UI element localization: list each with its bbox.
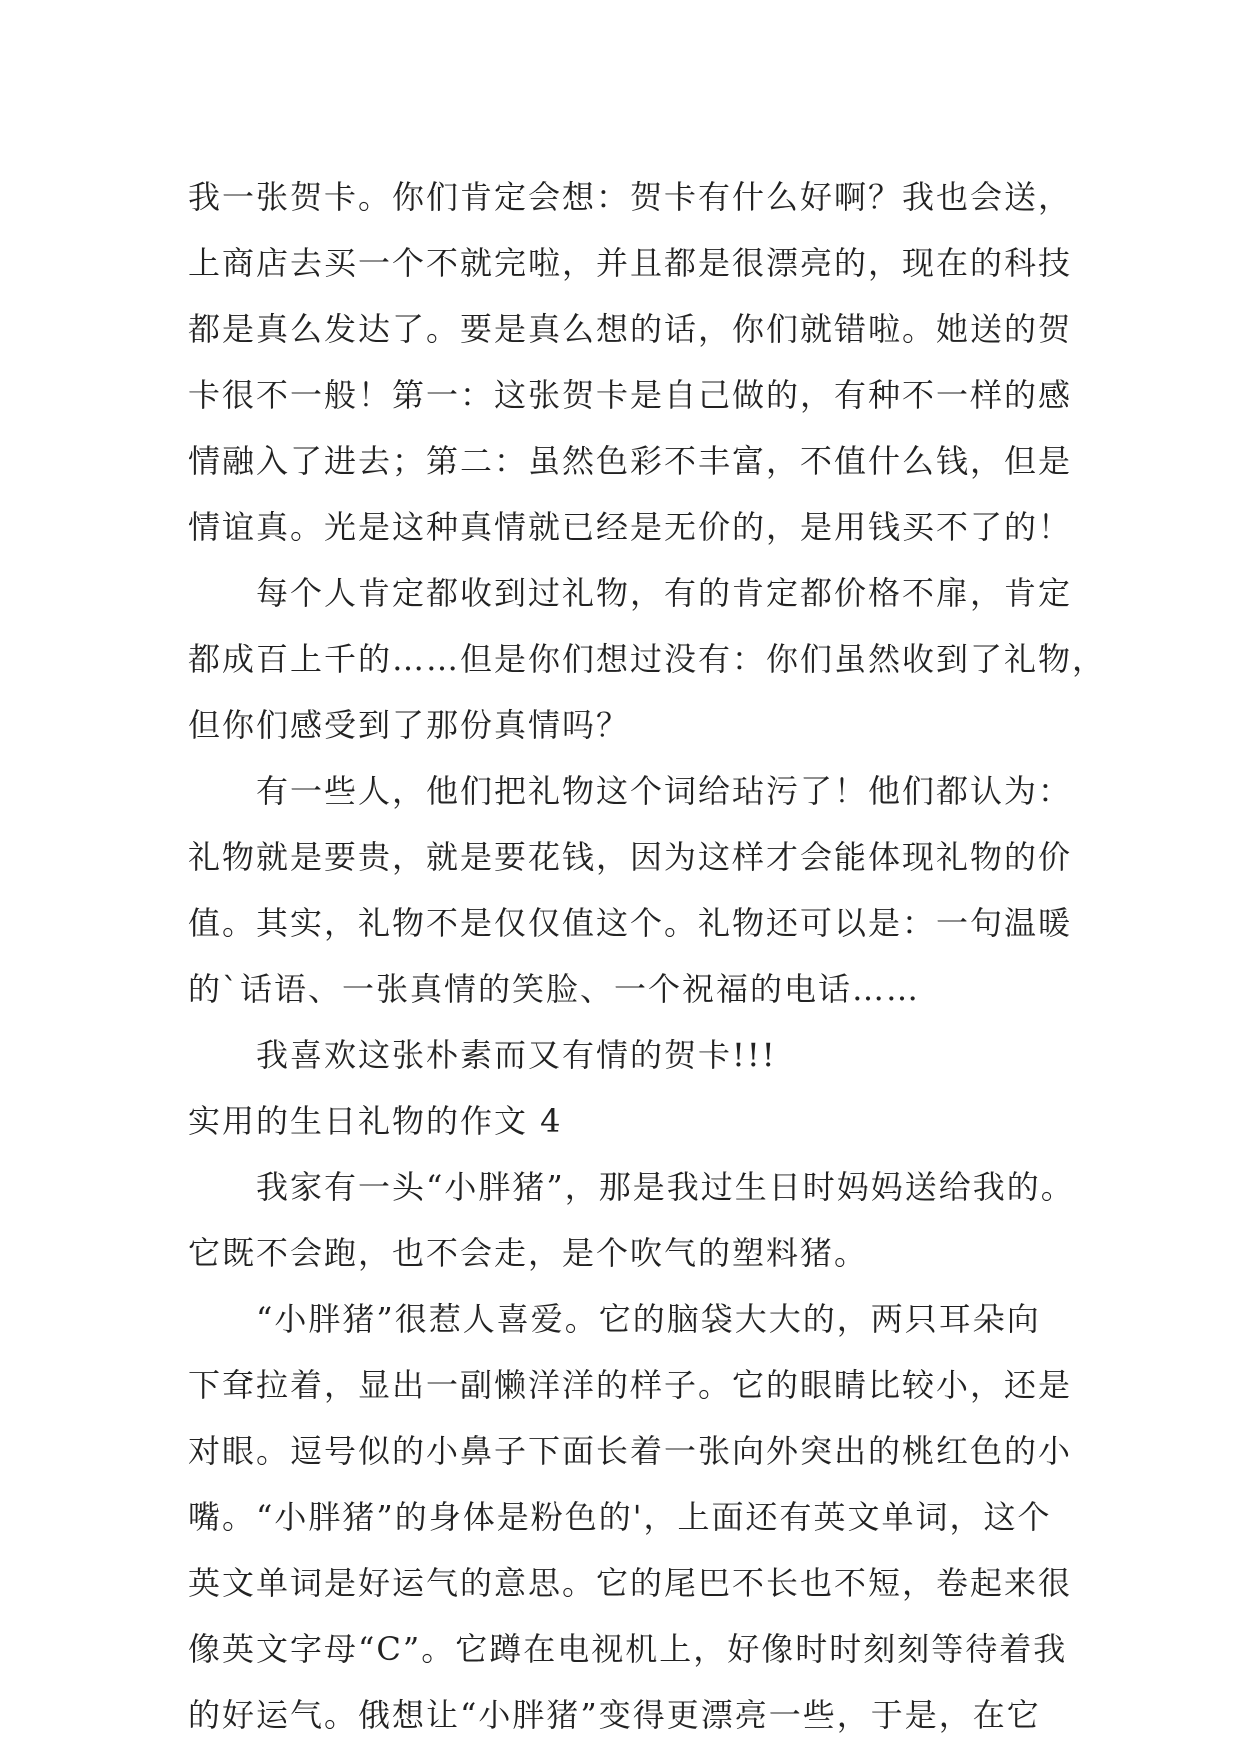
paragraph-line: 的好运气。俄想让“小胖猪”变得更漂亮一些，于是，在它 — [188, 1696, 1041, 1734]
paragraph-line: 卡很不一般！第一：这张贺卡是自己做的，有种不一样的感 — [188, 376, 1073, 414]
section-heading: 实用的生日礼物的作文 4 — [188, 1102, 563, 1140]
paragraph-line: “小胖猪”很惹人喜爱。它的脑袋大大的，两只耳朵向 — [256, 1300, 1041, 1338]
paragraph-line: 的`话语、一张真情的笑脸、一个祝福的电话…… — [188, 970, 921, 1008]
paragraph-line: 有一些人，他们把礼物这个词给玷污了！他们都认为： — [256, 772, 1073, 810]
paragraph-line: 我一张贺卡。你们肯定会想：贺卡有什么好啊？我也会送， — [188, 178, 1073, 216]
paragraph-line: 情融入了进去；第二：虽然色彩不丰富，不值什么钱，但是 — [188, 442, 1073, 480]
paragraph-line: 它既不会跑，也不会走，是个吹气的塑料猪。 — [188, 1234, 869, 1272]
paragraph-line: 我喜欢这张朴素而又有情的贺卡!!! — [256, 1036, 777, 1074]
paragraph-line: 上商店去买一个不就完啦，并且都是很漂亮的，现在的科技 — [188, 244, 1073, 282]
paragraph-line: 礼物就是要贵，就是要花钱，因为这样才会能体现礼物的价 — [188, 838, 1073, 876]
paragraph-line: 嘴。“小胖猪”的身体是粉色的'，上面还有英文单词，这个 — [188, 1498, 1052, 1536]
paragraph-line: 每个人肯定都收到过礼物，有的肯定都价格不扉，肯定 — [256, 574, 1073, 612]
paragraph-line: 对眼。逗号似的小鼻子下面长着一张向外突出的桃红色的小 — [188, 1432, 1073, 1470]
paragraph-line: 英文单词是好运气的意思。它的尾巴不长也不短，卷起来很 — [188, 1564, 1073, 1602]
paragraph-line: 但你们感受到了那份真情吗？ — [188, 706, 631, 744]
paragraph-line: 值。其实，礼物不是仅仅值这个。礼物还可以是：一句温暖 — [188, 904, 1073, 942]
paragraph-line: 情谊真。光是这种真情就已经是无价的，是用钱买不了的！ — [188, 508, 1073, 546]
paragraph-line: 都是真么发达了。要是真么想的话，你们就错啦。她送的贺 — [188, 310, 1073, 348]
paragraph-line: 我家有一头“小胖猪”，那是我过生日时妈妈送给我的。 — [256, 1168, 1075, 1206]
paragraph-line: 都成百上千的……但是你们想过没有：你们虽然收到了礼物， — [188, 640, 1107, 678]
document-body — [188, 164, 1107, 1748]
paragraph-line: 像英文字母“C”。它蹲在电视机上，好像时时刻刻等待着我 — [188, 1630, 1068, 1668]
paragraph-line: 下耷拉着，显出一副懒洋洋的样子。它的眼睛比较小，还是 — [188, 1366, 1073, 1404]
